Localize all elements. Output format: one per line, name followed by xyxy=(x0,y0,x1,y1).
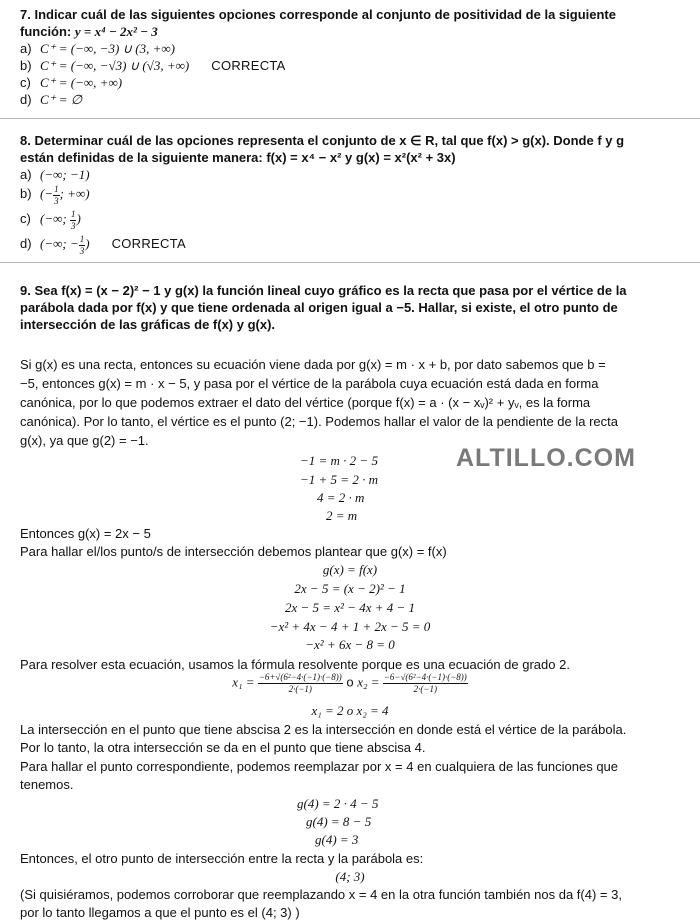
q9-paragraph-4-line4: tenemos. xyxy=(20,777,74,792)
correct-mark: CORRECTA xyxy=(111,236,186,252)
q9-paragraph-4-line3: Para hallar el punto correspondiente, podemos reemplazar por x = 4 en cualquiera de las funciones que xyxy=(20,759,619,774)
resolvent-formula xyxy=(0,672,700,695)
eq1-line4: 2 = m xyxy=(326,508,358,523)
q8-title-line1: 8. Determinar cuál de las opciones representa el conjunto de x ∈ R, tal que f(x) > g(x). Donde f y g xyxy=(20,133,625,148)
q9-paragraph-4-line2: Por lo tanto, la otra intersección se da en el punto que tiene abscisa 4. xyxy=(20,740,426,755)
option-text-pre: (− xyxy=(40,186,54,202)
or-text: o xyxy=(342,674,358,690)
option-text-post: ) xyxy=(76,211,81,227)
option-label: b) xyxy=(20,58,32,73)
option-label: d) xyxy=(20,236,32,252)
q8-option-a xyxy=(20,166,90,184)
q8-option-d xyxy=(20,234,186,257)
q9-paragraph-1-line1: Si g(x) es una recta, entonces su ecuación viene dada por g(x) = m · x + b, por dato sabemos que b = xyxy=(20,357,606,372)
option-text xyxy=(40,234,90,256)
eq3-line2: g(4) = 8 − 5 xyxy=(306,814,372,829)
eq3-line3: g(4) = 3 xyxy=(315,832,359,847)
q9-title-line3: intersección de las gráficas de f(x) y g(x). xyxy=(20,317,276,332)
eq1-line1: −1 = m · 2 − 5 xyxy=(300,453,378,468)
eq2-line1: g(x) = f(x) xyxy=(322,562,378,577)
numerator: 1 xyxy=(79,234,85,244)
option-label: b) xyxy=(20,186,32,202)
q9-paragraph-1-line4: canónica). Por lo tanto, el vértice es el punto (2; −1). Podemos hallar el valor de la pendiente de la recta xyxy=(20,414,618,429)
q8-option-b xyxy=(20,184,90,207)
eq2-line4: −x² + 4x − 4 + 1 + 2x − 5 = 0 xyxy=(269,619,431,634)
eq3-line1: g(4) = 2 · 4 − 5 xyxy=(297,796,379,811)
q9-paragraph-6-line2: por lo tanto llegamos a que el punto es el (4; 3) ) xyxy=(20,905,300,920)
denominator: 3 xyxy=(54,196,59,206)
x2-denominator: 2·(−1) xyxy=(413,684,437,694)
q7-title-line2 xyxy=(20,23,158,41)
q7-title-prefix: función: xyxy=(20,24,75,39)
q9-paragraph-6-line1: (Si quisiéramos, podemos corroborar que reemplazando x = 4 en la otra función también nos da f(4) = 3, xyxy=(20,887,622,902)
q8-option-c xyxy=(20,209,81,232)
x1-fraction xyxy=(258,672,343,695)
option-text-pre: (−∞; xyxy=(40,211,70,227)
q7-title-line1: 7. Indicar cuál de las siguientes opciones corresponde al conjunto de positividad de la siguiente xyxy=(20,7,616,22)
x1-numerator: −6+√(6²−4·(−1)·(−8)) xyxy=(258,672,342,682)
q9-paragraph-5: Entonces, el otro punto de intersección entre la recta y la parábola es: xyxy=(20,851,424,866)
q7-option-a xyxy=(20,40,175,58)
q9-paragraph-2-line1: Entonces g(x) = 2x − 5 xyxy=(20,526,151,541)
eq2-line2: 2x − 5 = (x − 2)² − 1 xyxy=(294,581,406,596)
option-text-post: ; +∞) xyxy=(59,186,90,202)
option-text: C⁺ = (−∞, −√3) ∪ (√3, +∞) xyxy=(40,58,190,73)
correct-mark: CORRECTA xyxy=(211,58,286,73)
option-text xyxy=(40,184,90,206)
q9-paragraph-4-line1: La intersección en el punto que tiene abscisa 2 es la intersección en donde está el vértice de la parábola. xyxy=(20,722,627,737)
denominator: 3 xyxy=(79,246,85,256)
x2-label: x₂ = xyxy=(357,674,383,690)
q9-title-line2: parábola dada por f(x) y que tiene ordenada al origen igual a −5. Hallar, si existe, el otro punto de xyxy=(20,300,618,315)
option-text-post: ) xyxy=(85,236,90,252)
separator-2 xyxy=(0,262,700,263)
eq1-line3: 4 = 2 · m xyxy=(317,490,365,505)
option-text xyxy=(40,209,81,231)
final-point: (4; 3) xyxy=(335,869,365,884)
option-text: C⁺ = ∅ xyxy=(40,92,83,107)
option-label: c) xyxy=(20,211,31,227)
numerator: 1 xyxy=(54,184,59,194)
x1-label: x₁ = xyxy=(232,674,258,690)
q7-option-b xyxy=(20,57,286,75)
roots: x₁ = 2 o x₂ = 4 xyxy=(311,703,389,718)
x2-numerator: −6−√(6²−4·(−1)·(−8)) xyxy=(383,672,467,682)
q7-option-d xyxy=(20,91,82,109)
q9-paragraph-1-line3: canónica, por lo que podemos extraer el dato del vértice (porque f(x) = a · (x − xᵥ)² + yᵥ, es la forma xyxy=(20,395,591,410)
x1-denominator: 2·(−1) xyxy=(288,684,312,694)
x2-fraction xyxy=(383,672,468,695)
q9-title-line1: 9. Sea f(x) = (x − 2)² − 1 y g(x) la función lineal cuyo gráfico es la recta que pasa por el vértice de la xyxy=(20,283,627,298)
option-text: C⁺ = (−∞, −3) ∪ (3, +∞) xyxy=(40,41,175,56)
eq2-line5: −x² + 6x − 8 = 0 xyxy=(305,637,395,652)
option-text: (−∞; −1) xyxy=(40,167,90,182)
q8-title-line2: están definidas de la siguiente manera: f(x) = x⁴ − x² y g(x) = x²(x² + 3x) xyxy=(20,150,456,165)
denominator: 3 xyxy=(70,221,76,231)
eq2-line3: 2x − 5 = x² − 4x + 4 − 1 xyxy=(284,600,416,615)
watermark-logo: ALTILLO.COM xyxy=(456,444,636,472)
option-label: c) xyxy=(20,75,31,90)
q7-option-c xyxy=(20,74,122,92)
eq1-line2: −1 + 5 = 2 · m xyxy=(300,472,378,487)
option-label: d) xyxy=(20,92,32,107)
separator-1 xyxy=(0,118,700,119)
q9-paragraph-2-line2: Para hallar el/los punto/s de intersección debemos plantear que g(x) = f(x) xyxy=(20,544,447,559)
numerator: 1 xyxy=(70,209,76,219)
option-text: C⁺ = (−∞, +∞) xyxy=(40,75,123,90)
q9-paragraph-3: Para resolver esta ecuación, usamos la fórmula resolvente porque es una ecuación de grado 2. xyxy=(20,657,570,672)
q7-function: y = x⁴ − 2x² − 3 xyxy=(74,24,158,39)
q9-paragraph-1-line5: g(x), ya que g(2) = −1. xyxy=(20,433,149,448)
option-text-pre: (−∞; − xyxy=(40,236,79,252)
option-label: a) xyxy=(20,41,32,56)
q9-paragraph-1-line2: −5, entonces g(x) = m · x − 5, y pasa por el vértice de la parábola cuya ecuación está dada en forma xyxy=(20,376,599,391)
option-label: a) xyxy=(20,167,32,182)
